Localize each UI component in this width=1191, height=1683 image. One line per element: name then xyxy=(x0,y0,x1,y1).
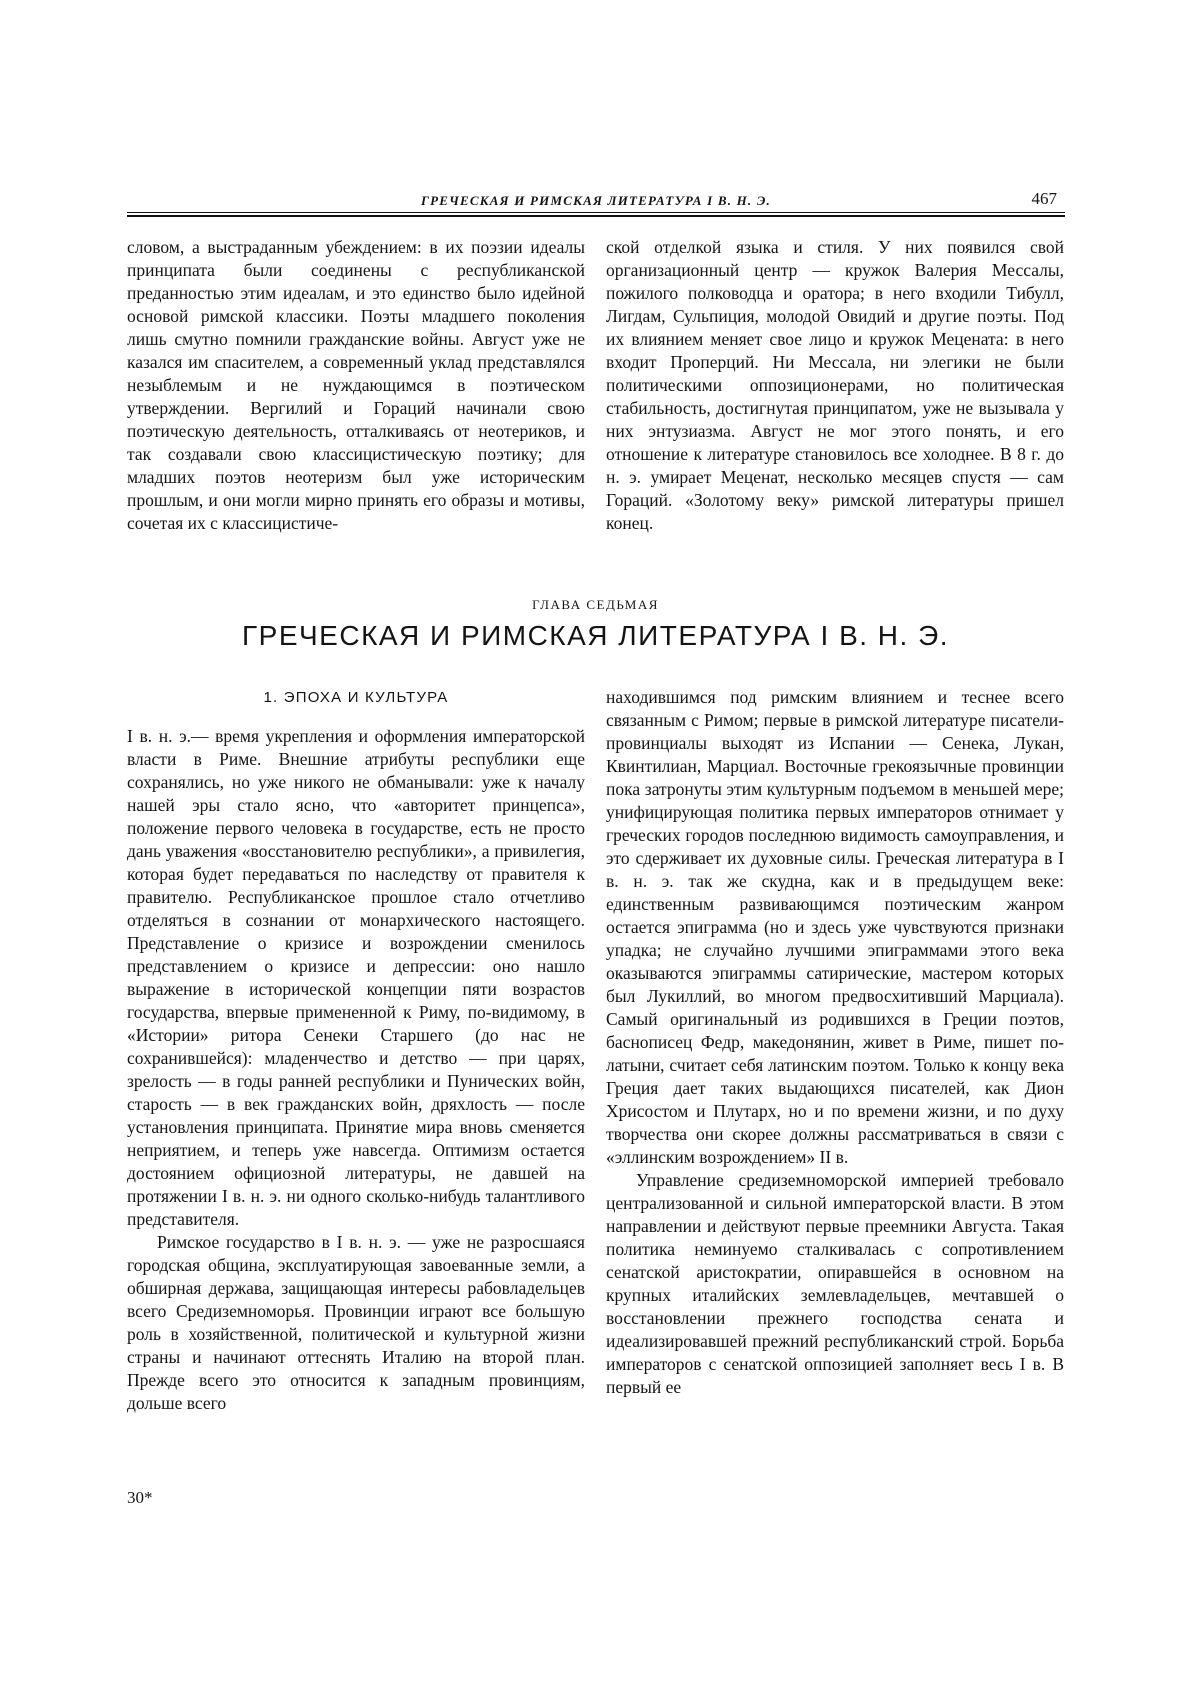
signature-mark: 30* xyxy=(127,1488,153,1507)
section-heading: 1. ЭПОХА И КУЛЬТУРА xyxy=(263,689,449,706)
paragraph: словом, а выстраданным убеждением: в их поэзии идеалы принципата были соединены с республиканской преданностью этим идеалам, и это единство было идейной основой римской классики. Поэты младшего поколения лишь смутно помнили гражданские войны. Август уже не казался им спасителем, а современный уклад представлялся незыблемым и не нуждающимся в поэтическом утверждении. Вергилий и Гораций начинали свою поэтическую деятельность, отталкиваясь от неотериков, и так создавали свою классицистическую поэтику; для младших поэтов неотеризм был уже историческим прошлым, и они могли мирно принять его образы и мотивы, сочетая их с классицистиче- xyxy=(127,237,585,533)
section-left-column xyxy=(127,725,585,1415)
running-title: ГРЕЧЕСКАЯ И РИМСКАЯ ЛИТЕРАТУРА I В. Н. Э. xyxy=(421,193,771,208)
page-number: 467 xyxy=(1031,189,1057,208)
paragraph: Управление средиземноморской империей требовало централизованной и сильной императорской власти. В этом направлении и действуют первые преемники Августа. Такая политика неминуемо сталкивалась с сопротивлением сенатской аристократии, опиравшейся в основном на крупных италийских землевладельцев, мечтавшей о восстановлении прежнего господства сената и идеализировавшей прежний республиканский строй. Борьба императоров с сенатской оппозицией заполняет весь I в. В первый ее xyxy=(606,1170,1064,1397)
top-left-column xyxy=(127,236,585,535)
section-right-column xyxy=(606,686,1064,1399)
running-header xyxy=(127,189,1065,223)
chapter-label: ГЛАВА СЕДЬМАЯ xyxy=(532,597,659,612)
paragraph: I в. н. э.— время укрепления и оформления императорской власти в Риме. Внешние атрибуты республики еще сохранялись, но уже никого не обманывали: уже к началу нашей эры стало ясно, что «авторитет принцепса», положение первого человека в государстве, есть не просто дань уважения «восстановителю республики», а привилегия, которая будет передаваться по наследству от правителя к правителю. Республиканское прошлое стало отчетливо отделяться в сознании от монархического настоящего. Представление о кризисе и возрождении сменилось представлением о кризисе и депрессии: оно нашло выражение в исторической концепции пяти возрастов государства, впервые примененной к Риму, по-видимому, в «Истории» ритора Сенеки Старшего (до нас не сохранившейся): младенчество и детство — при царях, зрелость — в годы ранней республики и Пунических войн, старость — в век гражданских войн, дряхлость — после установления принципата. Принятие мира вновь сменяется неприятием, и теперь уже навсегда. Оптимизм остается достоянием официозной литературы, не давшей на протяжении I в. н. э. ни одного сколько-нибудь талантливого представителя. xyxy=(127,726,585,1229)
paragraph: Римское государство в I в. н. э. — уже не разросшаяся городская община, эксплуатирующая завоеванные земли, а обширная держава, защищающая интересы рабовладельцев всего Средиземноморья. Провинции играют все большую роль в хозяйственной, политической и культурной жизни страны и начинают оттеснять Италию на второй план. Прежде всего это относится к западным провинциям, дольше всего xyxy=(127,1232,585,1413)
paragraph: находившимся под римским влиянием и теснее всего связанным с Римом; первые в римской литературе писатели-провинциалы выходят из Испании — Сенека, Лукан, Квинтилиан, Марциал. Восточные грекоязычные провинции пока затронуты этим культурным подъемом в меньшей мере; унифицирующая политика первых императоров отнимает у греческих городов последнюю видимость самоуправления, и это сдерживает их духовные силы. Греческая литература в I в. н. э. так же скудна, как и в предыдущем веке: единственным развивающимся поэтическим жанром остается эпиграмма (но и здесь уже чувствуются признаки упадка; не случайно лучшими эпиграммами этого века оказываются эпиграммы сатирические, мастером которых был Лукиллий, во многом предвосхитивший Марциала). Самый оригинальный из родившихся в Греции поэтов, баснописец Федр, македонянин, живет в Риме, пишет по-латыни, считает себя латинским поэтом. Только к концу века Греция дает таких выдающихся писателей, как Дион Хрисостом и Плутарх, но и по времени жизни, и по духу творчества они скорее должны рассматриваться в связи с «эллинским возрождением» II в. xyxy=(606,687,1064,1167)
paragraph: ской отделкой языка и стиля. У них появился свой организационный центр — кружок Валерия Мессалы, пожилого полководца и оратора; в него входили Тибулл, Лигдам, Сульпиция, молодой Овидий и другие поэты. Под их влиянием меняет свое лицо и кружок Мецената: в него входит Проперций. Ни Мессала, ни элегики не были политическими оппозиционерами, но политическая стабильность, достигнутая принципатом, уже не вызывала у них энтузиазма. Август не мог этого понять, и его отношение к литературе становилось все холоднее. В 8 г. до н. э. умирает Меценат, несколько месяцев спустя — сам Гораций. «Золотому веку» римской литературы пришел конец. xyxy=(606,237,1064,533)
header-rule xyxy=(127,212,1065,217)
top-right-column xyxy=(606,236,1064,535)
chapter-title: ГРЕЧЕСКАЯ И РИМСКАЯ ЛИТЕРАТУРА I В. Н. Э. xyxy=(242,620,949,651)
